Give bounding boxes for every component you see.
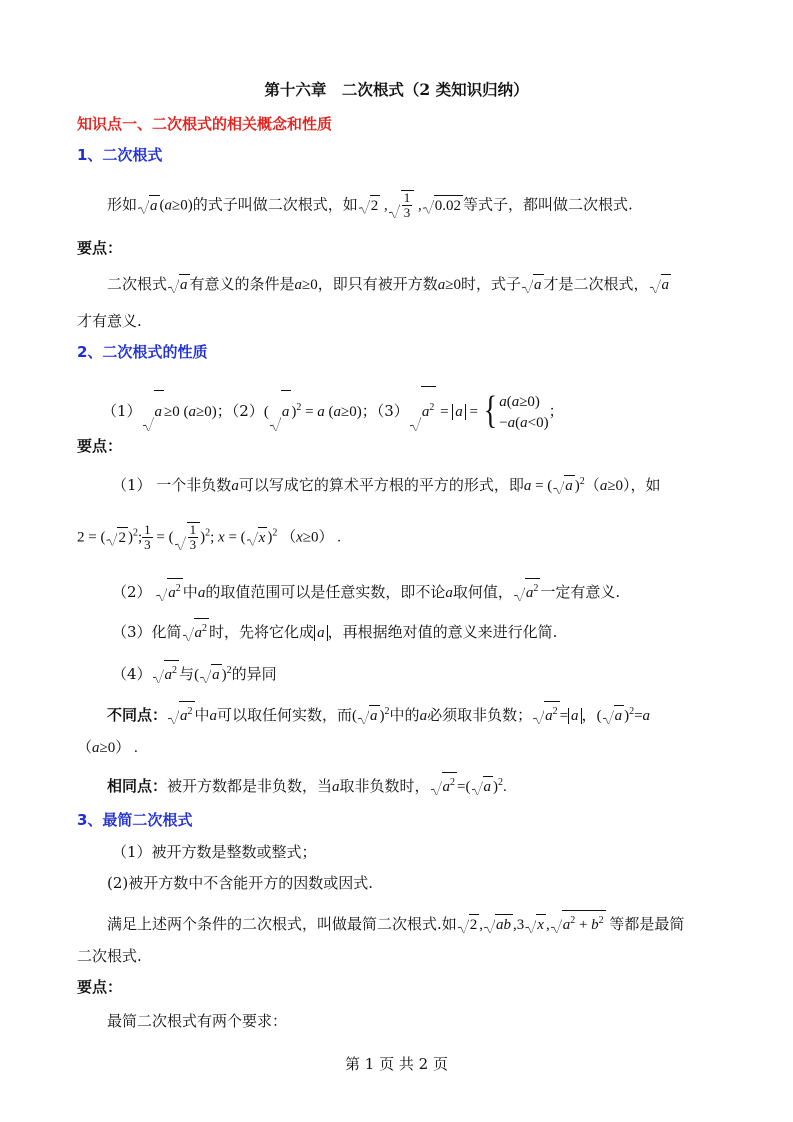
key-point-4: （4） $a^2$ 与( a )$^2$的异同 xyxy=(112,660,277,685)
paragraph-definition: 形如 a (a≥0)的式子叫做二次根式，如 2 , $\frac{1}{3}$ , 0.02 等式子，都叫做二次根式. xyxy=(107,190,633,220)
subheading-simplest: 3、最简二次根式 xyxy=(77,811,193,829)
key-points-label-2: 要点： xyxy=(77,437,123,455)
properties-formulas: （1） a ≥0 (a≥0)；（2）( a )$^2$ = a (a≥0)；（3） $a^2 = a$ = { a(a≥0) −a(a<0) ； xyxy=(102,386,564,430)
difference-line: 不同点： $a^2$ 中a可以取任何实数，而( a )$^2$中的a必须取非负数； $a^2 = a$ ，( a )$^2$=a xyxy=(107,701,650,726)
simplest-requirements-intro: 最简二次根式有两个要求： xyxy=(107,1012,288,1030)
simplest-examples-cont: 二次根式. xyxy=(77,947,142,965)
key-point-1-examples: 2 = ( 2 )$^2$; $\frac{1}{3}$ = ( $\frac{1}{3}$ )$^2$; x = ( x )$^2$ （x≥0） . xyxy=(77,522,342,552)
difference-line-cont: （a≥0） . xyxy=(77,740,138,756)
paragraph-condition: 二次根式 a 有意义的条件是a≥0，即只有被开方数a≥0时，式子 a 才是二次根式， a xyxy=(107,275,670,293)
similarity-line: 相同点：被开方数都是非负数，当a取非负数时， $a^2$ =( a )$^2$. xyxy=(107,772,507,797)
key-point-1: （1） 一个非负数a可以写成它的算术平方根的平方的形式，即a = ( a )$^2$（a≥0），如 xyxy=(112,476,661,494)
section-heading-1: 知识点一、二次根式的相关概念和性质 xyxy=(77,115,333,133)
key-point-3: （3）化简 $a^2$ 时，先将它化成 a ，再根据绝对值的意义来进行化简. xyxy=(112,618,557,643)
key-points-label-1: 要点： xyxy=(77,239,123,257)
simplest-examples: 满足上述两个条件的二次根式，叫做最简二次根式.如 2 , ab ,3 x , $a^2 + b^2$ 等都是最简 xyxy=(107,910,684,935)
simplest-req-2: (2)被开方数中不含能开方的因数或因式. xyxy=(107,874,374,892)
key-points-label-3: 要点： xyxy=(77,978,123,996)
key-point-2: （2） $a^2$ 中a的取值范围可以是任意实数，即不论a取何值， $a^2$ 一定有意义. xyxy=(112,578,620,603)
page-title: 第十六章 二次根式（2 类知识归纳） xyxy=(264,80,529,99)
simplest-req-1: （1）被开方数是整数或整式； xyxy=(112,843,317,861)
paragraph-condition-cont: 才有意义. xyxy=(77,312,142,330)
subheading-properties: 2、二次根式的性质 xyxy=(77,343,208,361)
subheading-radical: 1、二次根式 xyxy=(77,146,163,164)
page-footer: 第 1 页 共 2 页 xyxy=(345,1055,448,1073)
